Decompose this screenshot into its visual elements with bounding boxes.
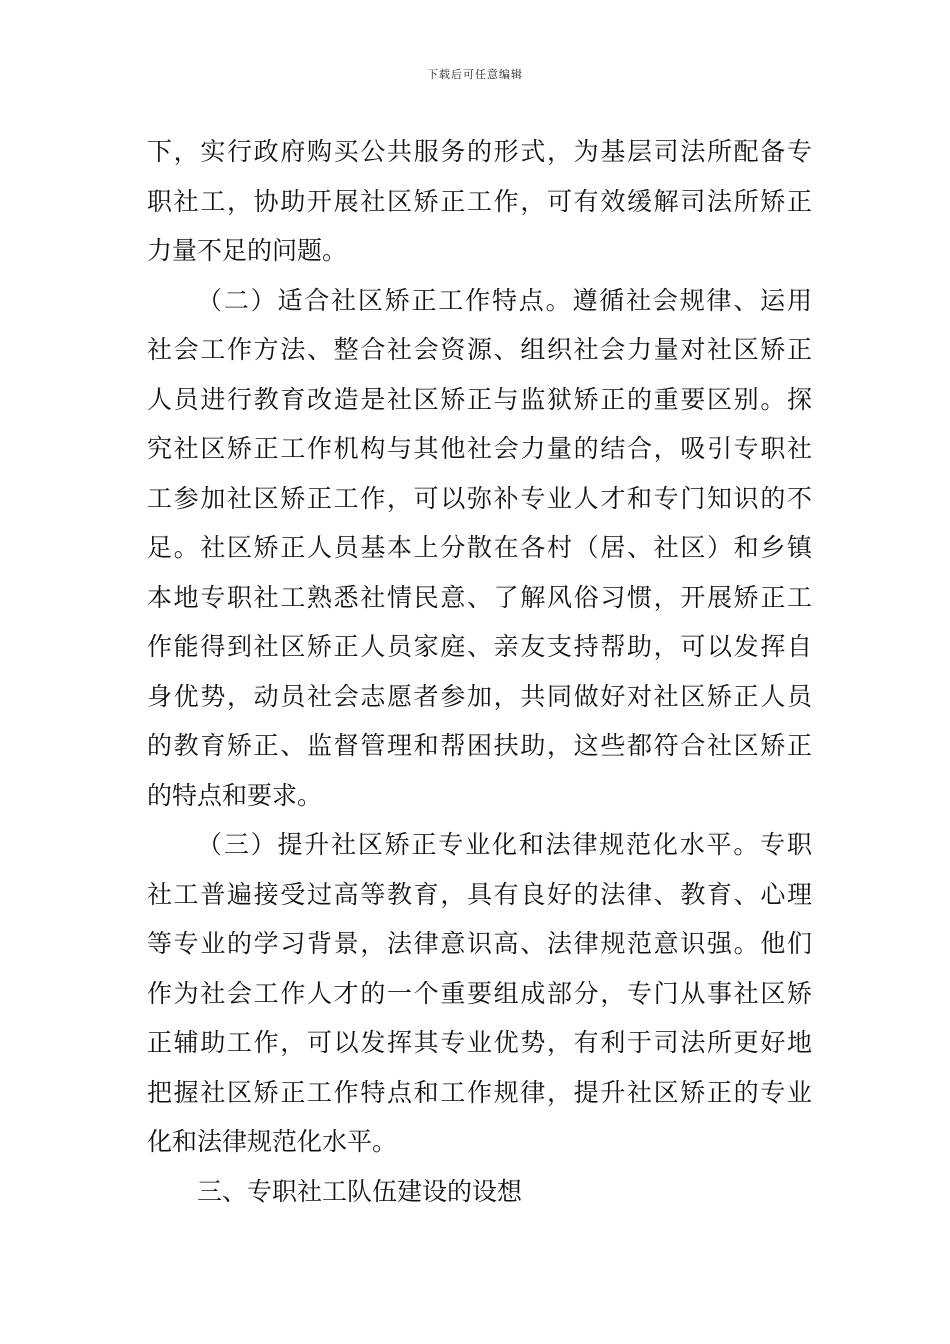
text-line: 社工普遍接受过高等教育，具有良好的法律、教育、心理 (147, 879, 812, 909)
text-line: 的特点和要求。 (147, 780, 323, 810)
text-line: 职社工，协助开展社区矫正工作，可有效缓解司法所矫正 (147, 186, 812, 216)
text-line: 究社区矫正工作机构与其他社会力量的结合，吸引专职社 (147, 434, 812, 463)
text-line: 正辅助工作，可以发挥其专业优势，有利于司法所更好地 (147, 1028, 812, 1057)
text-line: 身优势，动员社会志愿者参加，共同做好对社区矫正人员 (147, 681, 812, 711)
page-header: 下载后可任意编辑 (427, 68, 523, 81)
text-line: 的教育矫正、监督管理和帮困扶助，这些都符合社区矫正 (147, 731, 812, 760)
text-line: 作能得到社区矫正人员家庭、亲友支持帮助，可以发挥自 (147, 632, 812, 661)
paragraph (147, 820, 812, 1167)
text-line: 社会工作方法、整合社会资源、组织社会力量对社区矫正 (147, 335, 812, 364)
section-heading-text: 三、专职社工队伍建设的设想 (197, 1176, 523, 1206)
document-body (147, 127, 812, 1216)
text-line: 人员进行教育改造是社区矫正与监狱矫正的重要区别。探 (147, 384, 812, 414)
section-heading (147, 1167, 812, 1217)
paragraph (147, 276, 812, 821)
paragraph (147, 127, 812, 276)
text-line: 力量不足的问题。 (147, 236, 348, 265)
text-line: 本地专职社工熟悉社情民意、了解风俗习惯，开展矫正工 (147, 582, 812, 612)
text-line: 把握社区矫正工作特点和工作规律，提升社区矫正的专业 (147, 1077, 812, 1107)
text-line: 化和法律规范化水平。 (147, 1127, 398, 1156)
text-line: 作为社会工作人才的一个重要组成部分，专门从事社区矫 (147, 978, 812, 1008)
text-line: 工参加社区矫正工作，可以弥补专业人才和专门知识的不 (147, 483, 812, 513)
text-line: 等专业的学习背景，法律意识高、法律规范意识强。他们 (147, 929, 812, 958)
text-line: （二）适合社区矫正工作特点。遵循社会规律、运用 (197, 285, 812, 315)
text-line: （三）提升社区矫正专业化和法律规范化水平。专职 (197, 830, 812, 859)
text-line: 下，实行政府购买公共服务的形式，为基层司法所配备专 (147, 137, 812, 166)
text-line: 足。社区矫正人员基本上分散在各村（居、社区）和乡镇 (147, 533, 812, 562)
